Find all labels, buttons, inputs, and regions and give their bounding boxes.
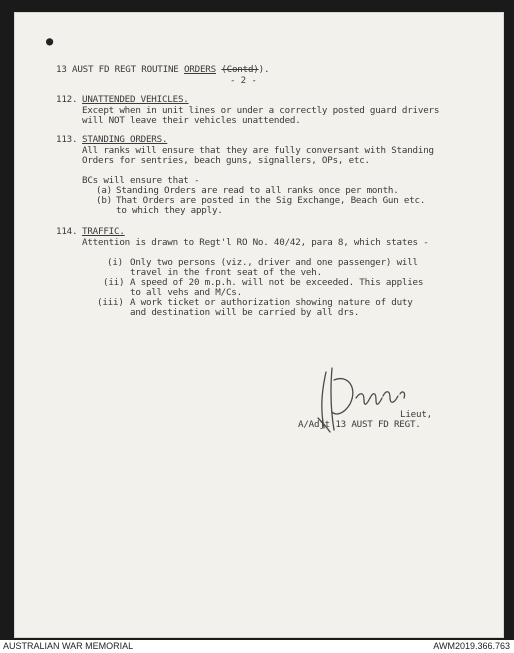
footer-institution: AUSTRALIAN WAR MEMORIAL — [3, 641, 134, 651]
section-title-traffic: TRAFFIC. — [82, 226, 125, 237]
signature-appointment: A/Adjt 13 AUST FD REGT. — [298, 419, 421, 430]
section-112-line-1: Except when in unit lines or under a correctly posted guard drivers — [82, 105, 440, 116]
section-113-line-1: All ranks will ensure that they are fully conversant with Standing — [82, 145, 434, 156]
page-number: - 2 - — [230, 75, 257, 86]
header-unit-title: 13 AUST FD REGT ROUTINE ORDERS (Contd)). — [56, 64, 270, 75]
section-114-item-iii-line-1: A work ticket or authorization showing nature of duty — [130, 297, 413, 308]
section-114-item-i-line-1: Only two persons (viz., driver and one passenger) will — [130, 257, 418, 268]
section-113-item-b-marker: (b) — [96, 195, 112, 206]
section-114-item-ii-marker: (ii) — [103, 277, 125, 288]
archive-footer — [0, 640, 514, 653]
section-113-item-b-line-1: That Orders are posted in the Sig Exchange, Beach Gun etc. — [116, 195, 426, 206]
punch-mark: ● — [46, 34, 54, 48]
section-113-item-a-line-1: Standing Orders are read to all ranks once per month. — [116, 185, 399, 196]
section-number-113: 113. — [56, 134, 78, 145]
section-113-item-b-line-2: to which they apply. — [116, 205, 223, 216]
section-114-line-1: Attention is drawn to Regt'l RO No. 40/42, para 8, which states - — [82, 237, 429, 248]
section-114-item-iii-marker: (iii) — [97, 297, 124, 308]
footer-catalogue-number: AWM2019.366.763 — [433, 641, 510, 651]
section-title-unattended-vehicles: UNATTENDED VEHICLES. — [82, 94, 189, 105]
section-number-112: 112. — [56, 94, 78, 105]
section-114-item-ii-line-2: to all vehs and M/Cs. — [130, 287, 242, 298]
signature-rank: Lieut, — [400, 409, 432, 420]
section-title-standing-orders: STANDING ORDERS. — [82, 134, 168, 145]
section-113-intro: BCs will ensure that - — [82, 175, 200, 186]
section-number-114: 114. — [56, 226, 78, 237]
section-114-item-i-marker: (i) — [107, 257, 123, 268]
section-114-item-i-line-2: travel in the front seat of the veh. — [130, 267, 322, 278]
section-114-item-iii-line-2: and destination will be carried by all drs. — [130, 307, 360, 318]
section-113-item-a-marker: (a) — [96, 185, 112, 196]
section-113-line-2: Orders for sentries, beach guns, signallers, OPs, etc. — [82, 155, 370, 166]
section-114-item-ii-line-1: A speed of 20 m.p.h. will not be exceeded. This applies — [130, 277, 424, 288]
section-112-line-2: will NOT leave their vehicles unattended. — [82, 115, 301, 126]
